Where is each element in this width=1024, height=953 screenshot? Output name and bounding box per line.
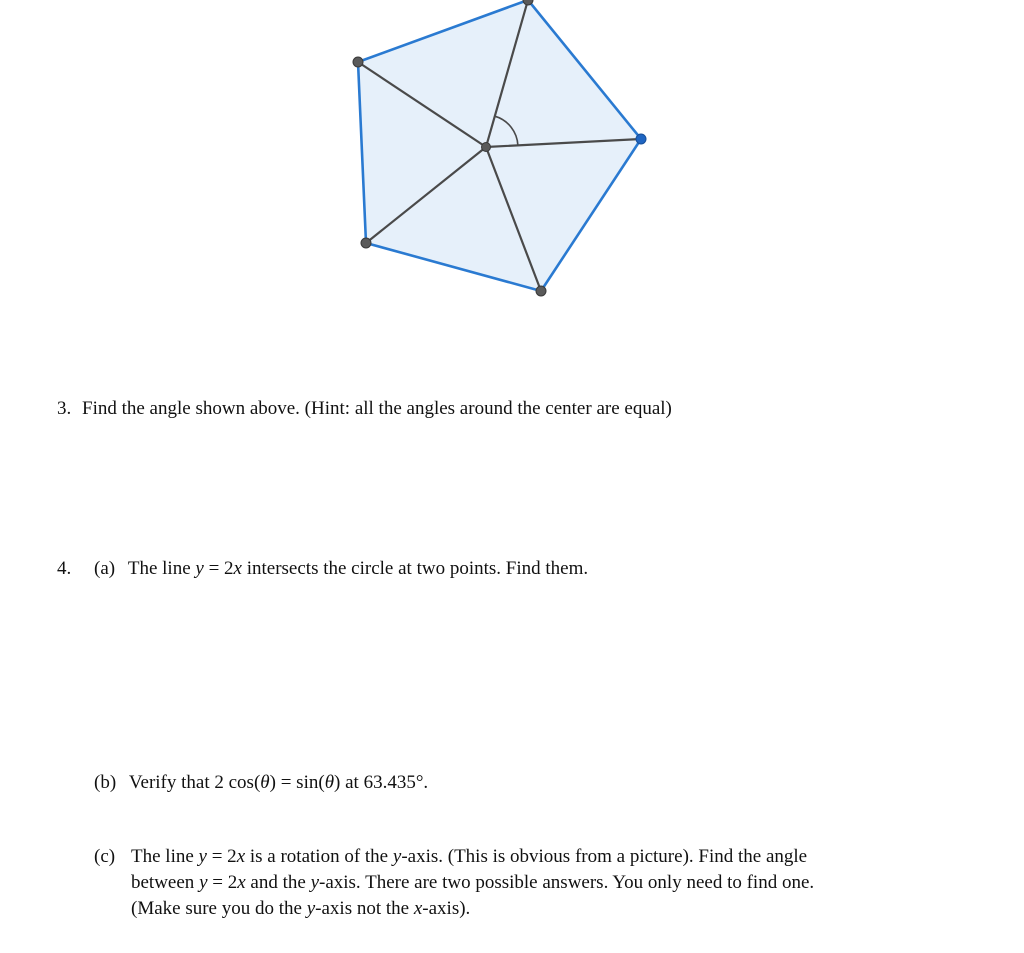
question-3-text: Find the angle shown above. (Hint: all the angles around the center are equal) bbox=[82, 398, 672, 419]
pentagon-figure bbox=[0, 0, 1024, 330]
vertex-point bbox=[536, 286, 546, 296]
question-4-number: 4. bbox=[57, 558, 72, 579]
question-4c-line-3: (Make sure you do the y-axis not the x-axis). bbox=[131, 898, 471, 919]
question-4c-line-2: between y = 2x and the y-axis. There are two possible answers. You only need to find one. bbox=[131, 872, 815, 893]
center-point bbox=[482, 143, 491, 152]
vertex-point bbox=[361, 238, 371, 248]
question-4c-line-1: The line y = 2x is a rotation of the y-axis. (This is obvious from a picture). Find the angle bbox=[131, 846, 808, 867]
vertex-point bbox=[353, 57, 363, 67]
question-number: 3. bbox=[57, 398, 72, 419]
question-3 bbox=[57, 396, 672, 422]
question-4c-label: (c) bbox=[94, 846, 116, 867]
part-label: (a) bbox=[94, 558, 116, 579]
question-4b: (b) Verify that 2 cos(θ) = sin(θ) at 63.435°. bbox=[94, 772, 429, 793]
question-4a: (a) The line y = 2x intersects the circle at two points. Find them. bbox=[94, 558, 589, 579]
vertex-point-highlight bbox=[636, 134, 646, 144]
part-label: (b) bbox=[94, 772, 117, 793]
